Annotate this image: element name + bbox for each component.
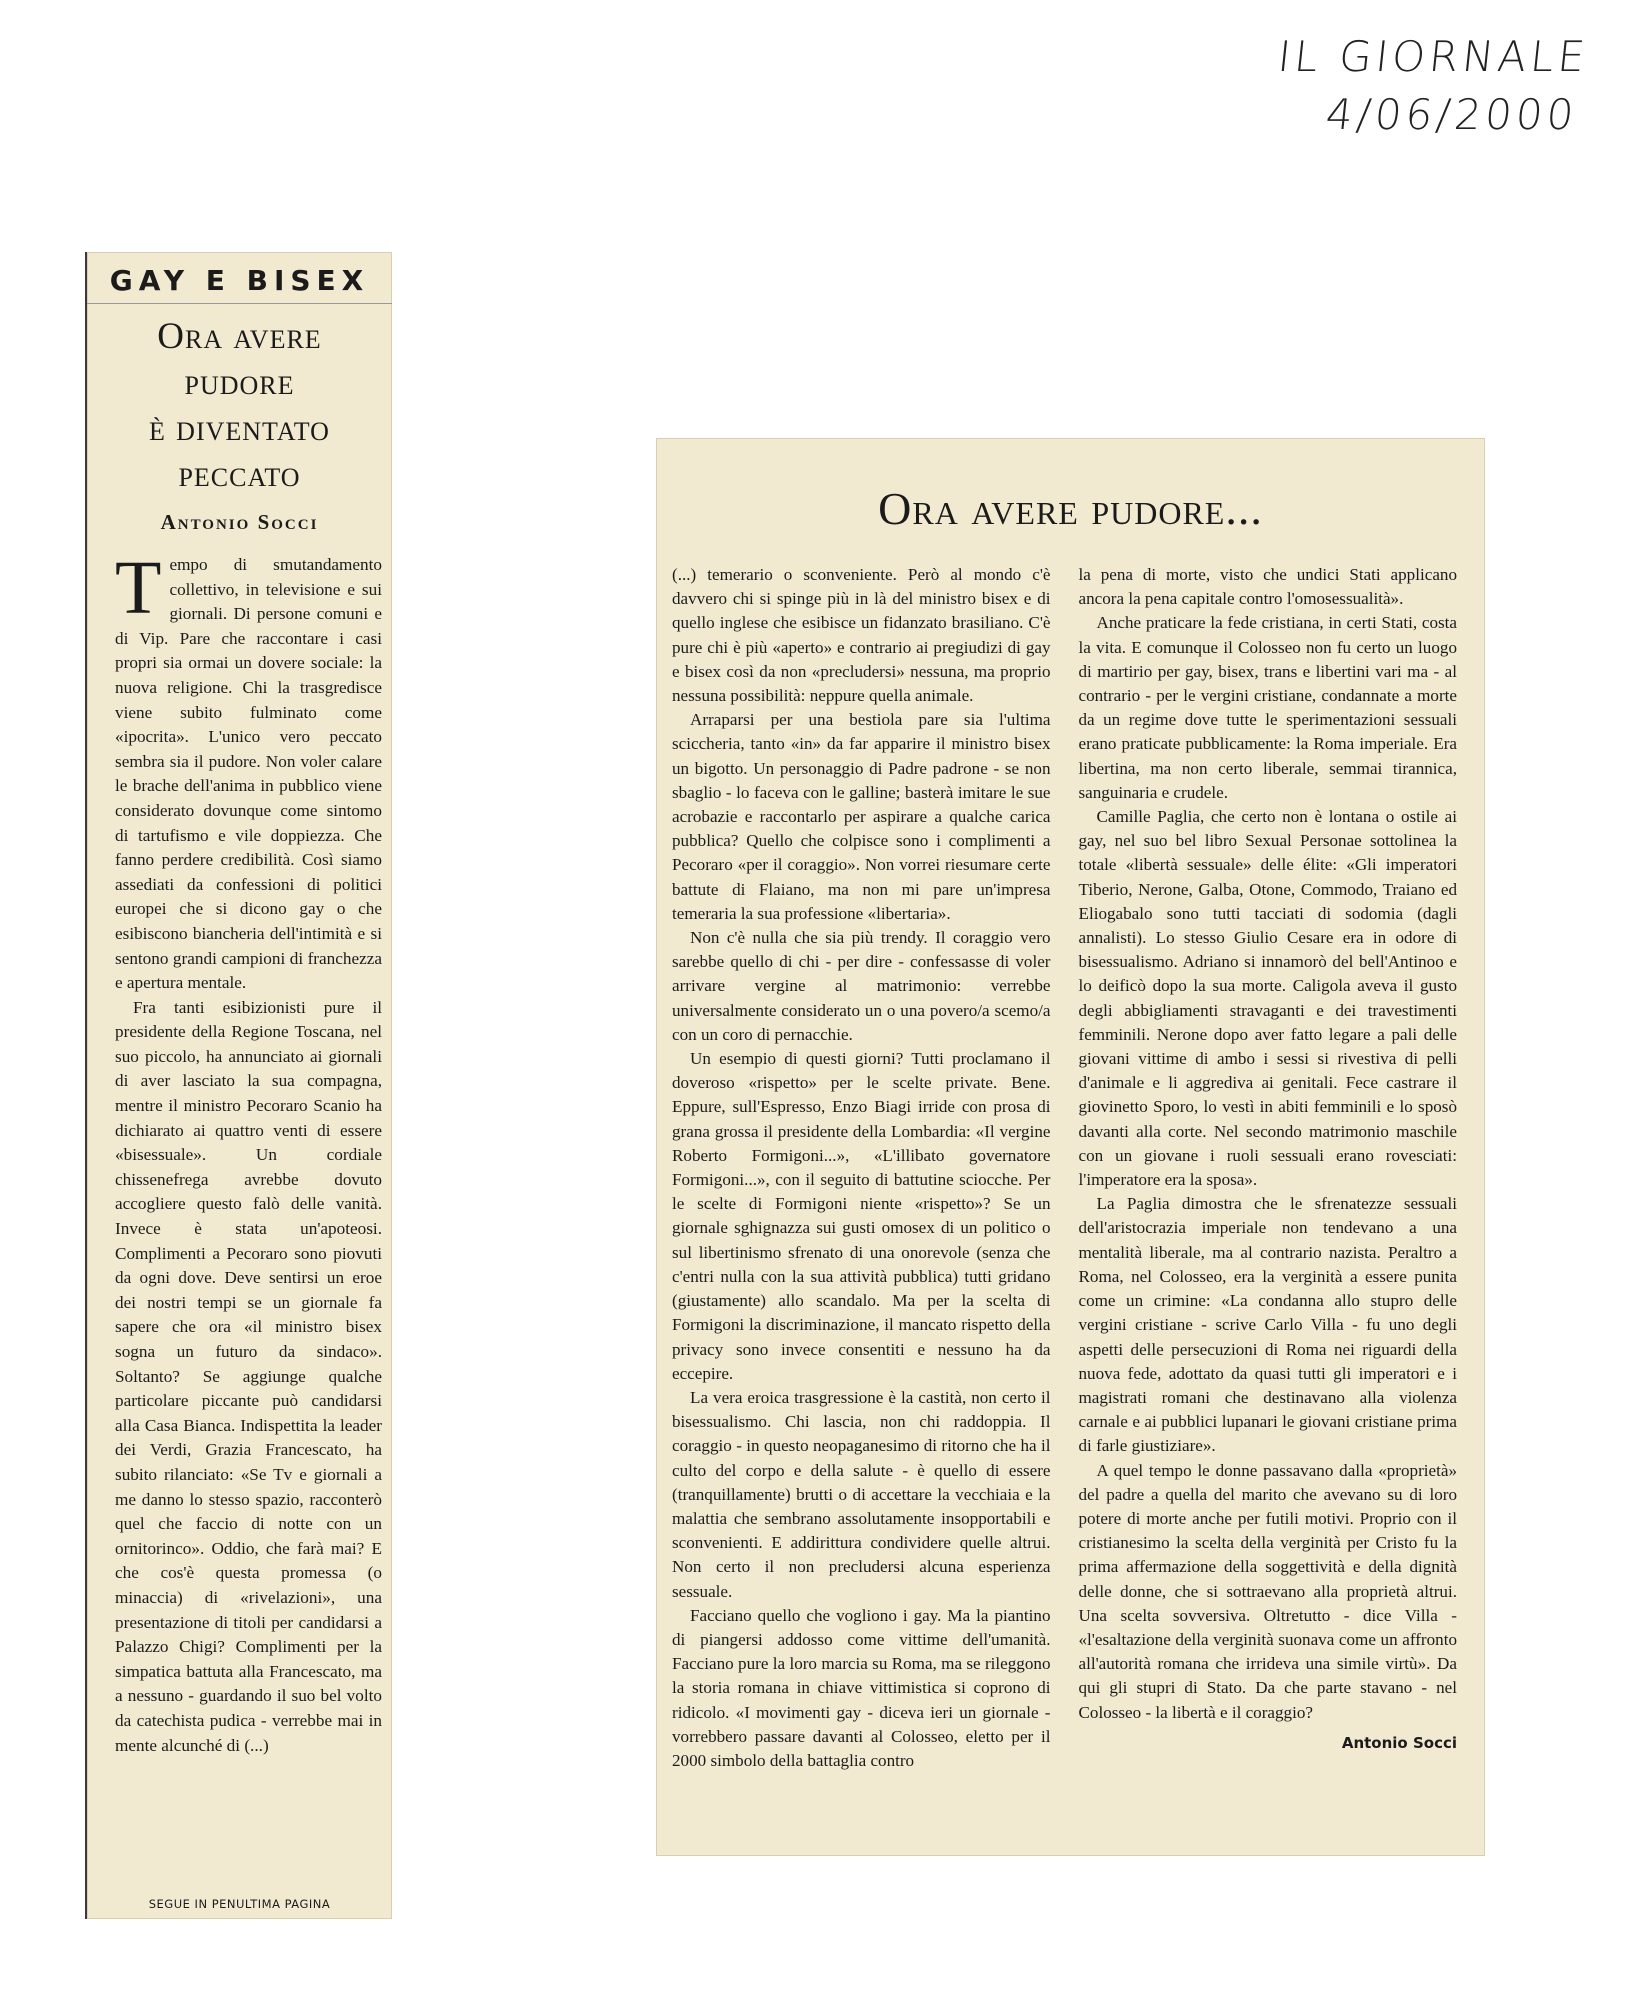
author-byline: Antonio Socci [160, 510, 319, 534]
section-kicker: GAY E BISEX [87, 264, 392, 304]
paragraph: Arraparsi per una bestiola pare sia l'ultima sciccheria, tanto «in» da far apparire il ministro bisex un bigotto. Un personaggio di Padre padrone - se non sbaglio - lo faceva con le galline; basterà imitare le sue acrobazie e raccontarlo per aspirare a qualche carica pubblica? Quello che colpisce sono i complimenti a Pecoraro «per il coraggio». Non vorrei riesumare certe battute di Flaiano, ma non mi pare un'impresa temeraria la sua professione «libertaria». [672, 710, 1051, 923]
clipping-front-page [85, 252, 392, 1919]
paragraph: Facciano quello che vogliono i gay. Ma la piantino di piangersi addosso come vittime dell'umanità. Facciano pure la loro marcia su Roma, ma se rileggono la storia romana in chiave vittimistica si coprono di ridicolo. «I movimenti gay - diceva ieri un giornale - vorrebbero passare davanti al Colosseo, eletto per il 2000 simbolo della battaglia contro [672, 1605, 1051, 1770]
column-right [1079, 563, 1458, 1773]
drop-cap: T [115, 546, 162, 630]
paragraph [115, 546, 382, 996]
paragraph: La vera eroica trasgressione è la castità, non certo il bisessualismo. Chi lascia, non chi raddoppia. Il coraggio - in questo neopaganesimo di ritorno che ha il culto del corpo e della salute - è quello di essere (tranquillamente) brutti o di accettare la vecchiaia e la malattia che sembrano assolutamente insopportabili e sconvenienti. E addirittura condividere quelle altrui. Non certo il non precludersi alcuna esperienza sessuale. [672, 1387, 1051, 1601]
paragraph: Camille Paglia, che certo non è lontana o ostile ai gay, nel suo bel libro Sexual Personae sottolinea la totale «libertà sessuale» delle élite: «Gli imperatori Tiberio, Nerone, Galba, Otone, Commodo, Traiano ed Eliogabalo sono tutti tacciati di sodomia (dagli annalisti). Lo stesso Giulio Cesare era in odore di bisessualismo. Adriano si innamorò del bell'Antinoo e lo deificò dopo la sua morte. Caligola aveva il gusto degli abbigliamenti stravaganti e dei travestimenti femminili. Nerone dopo aver fatto legare a pali delle giovani vittime di ambo i sessi si rivestiva di pelli d'animale e li aggrediva ai genitali. Fece castrare il giovinetto Sporo, lo vestì in abiti femminili e lo sposò davanti alla corte. Nel secondo matrimonio maschile con un giovane i ruoli sessuali erano rovesciati: l'imperatore era la sposa». [1078, 807, 1457, 1190]
article-columns [656, 563, 1485, 1773]
headline-line: è diventato [149, 408, 330, 449]
handwritten-note [1269, 28, 1611, 144]
continuation-headline: Ora avere pudore... [878, 483, 1263, 534]
clipping-continuation [656, 438, 1485, 1856]
column-left [672, 563, 1051, 1773]
paragraph-text: empo di smutandamento collettivo, in televisione e sui giornali. Di persone comuni e di Vip. Pare che raccontare i casi propri sia ormai un dovere sociale: la nuova religione. Chi la trasgredisce viene subito fulminato come «ipocrita». L'unico vero peccato sembra sia il pudore. Non voler calare le brache dell'anima in pubblico viene considerato dovunque come sintomo di tartufismo e vile doppiezza. Che fanno perdere credibilità. Così siamo assediati da confessioni di politici europei che si dicono gay o che esibiscono biancheria dell'intimità e si sentono grandi campioni di franchezza e apertura mentale. [115, 555, 382, 993]
author-signature: Antonio Socci [1341, 1733, 1457, 1752]
paragraph: Non c'è nulla che sia più trendy. Il coraggio vero sarebbe quello di chi - per dire - confessasse di voler arrivare vergine al matrimonio: verrebbe universalmente considerato un o una povero/a scemo/a con un coro di pernacchie. [672, 928, 1051, 1044]
paragraph: (...) temerario o sconveniente. Però al mondo c'è davvero chi si spinge più in là del ministro bisex e di quello inglese che esibisce un fidanzato brasiliano. C'è pure chi è più «aperto» e contrario ai pregiudizi di gay e bisex così da non «precludersi» nessuna, ma proprio nessuna possibilità: neppure quella animale. [672, 565, 1051, 706]
continuation-note: SEGUE IN PENULTIMA PAGINA [148, 1897, 331, 1911]
paragraph: La Paglia dimostra che le sfrenatezze sessuali dell'aristocrazia imperiale non tendevano a una mentalità liberale, ma al contrario nazista. Peraltro a Roma, nel Colosseo, era la verginità a essere punita come un crimine: «La condanna allo stupro delle vergini cristiane - scrive Carlo Villa - fu uno degli aspetti delle persecuzioni di Roma nei riguardi della nuova fede, adottato da quasi tutti gli imperatori e i magistrati romani che destinavano alla violenza carnale e ai pubblici lupanari le giovani cristiane prima di farle giustiziare». [1078, 1194, 1457, 1456]
paragraph: A quel tempo le donne passavano dalla «proprietà» del padre a quella del marito che avevano su di loro potere di morte anche per futili motivi. Proprio con il cristianesimo la scelta della verginità per Cristo fu la prima affermazione della soggettività e della dignità delle donne, che si sottraevano alla proprietà altrui. Una scelta sovversiva. Oltretutto - dice Villa - «l'esaltazione della verginità suonava come un affronto all'autorità romana che irrideva una simile virtù». Da qui gli stupri di Stato. Da che parte stavano - nel Colosseo - la libertà e il coraggio? [1078, 1460, 1457, 1722]
paragraph: Fra tanti esibizionisti pure il presidente della Regione Toscana, nel suo piccolo, ha annunciato ai giornali di aver lasciato la sua compagna, mentre il ministro Pecoraro Scanio ha dichiarato ai quattro venti di essere «bisessuale». Un cordiale chissenefrega avrebbe dovuto accogliere questo falò delle vanità. Invece è stata un'apoteosi. Complimenti a Pecoraro sono piovuti da ogni dove. Deve sentirsi un eroe dei nostri tempi se un giornale fa sapere che ora «il ministro bisex sogna un futuro da sindaco». Soltanto? Se aggiunge qualche particolare piccante può candidarsi alla Casa Bianca. Indispettita la leader dei Verdi, Grazia Francescato, ha subito rilanciato: «Se Tv e giornali a me danno lo stesso spazio, racconterò quel che faccio di notte con un ornitorinco». Oddio, che farà mai? E che cos'è questa promessa (o minaccia) di «rivelazioni», una presentazione di titoli per candidarsi a Palazzo Chigi? Complimenti per la simpatica battuta alla Francescato, ma a nessuno - guardando il suo bel volto da catechista pudica - verrebbe mai in mente alcunché di (...) [115, 997, 382, 1755]
article-body [87, 546, 392, 1758]
article-headline [87, 314, 392, 498]
handwritten-newspaper-name: IL GIORNALE [1275, 32, 1592, 81]
headline-line: pudore [184, 362, 295, 403]
paragraph: Anche praticare la fede cristiana, in certi Stati, costa la vita. E comunque il Colosseo non fu certo un luogo di martirio per gay, bisex, trans e libertini vari ma - al contrario - per le vergini cristiane, condannate a morte da un regime dove tutte le sperimentazioni sessuali erano praticate pubblicamente: la Roma imperiale. Era libertina, ma non certo liberale, semmai tirannica, sanguinaria e crudele. [1078, 613, 1457, 802]
paragraph: Un esempio di questi giorni? Tutti proclamano il doveroso «rispetto» per le scelte private. Bene. Eppure, sull'Espresso, Enzo Biagi irride con prosa di grana grossa il presidente della Lombardia: «Il vergine Roberto Formigoni...», «L'illibato governatore Formigoni...», con il seguito di battutine sciocche. Per le scelte di Formigoni niente «rispetto»? Se un giornale sghignazza sui gusti omosex di un politico o sul libertinismo sfrenato di una onorevole (senza che c'entri nulla con la sua attività pubblica) tutti gridano (giustamente) allo scandalo. Ma per la scelta di Formigoni la discriminazione, il mancato rispetto della privacy sono invece consentiti e nessuno ha da eccepire. [672, 1049, 1051, 1383]
headline-line: peccato [178, 454, 301, 495]
headline-line: Ora avere [157, 316, 322, 357]
paragraph: la pena di morte, visto che undici Stati applicano ancora la pena capitale contro l'omosessualità». [1078, 565, 1457, 609]
handwritten-date: 4/06/2000 [1323, 90, 1580, 139]
